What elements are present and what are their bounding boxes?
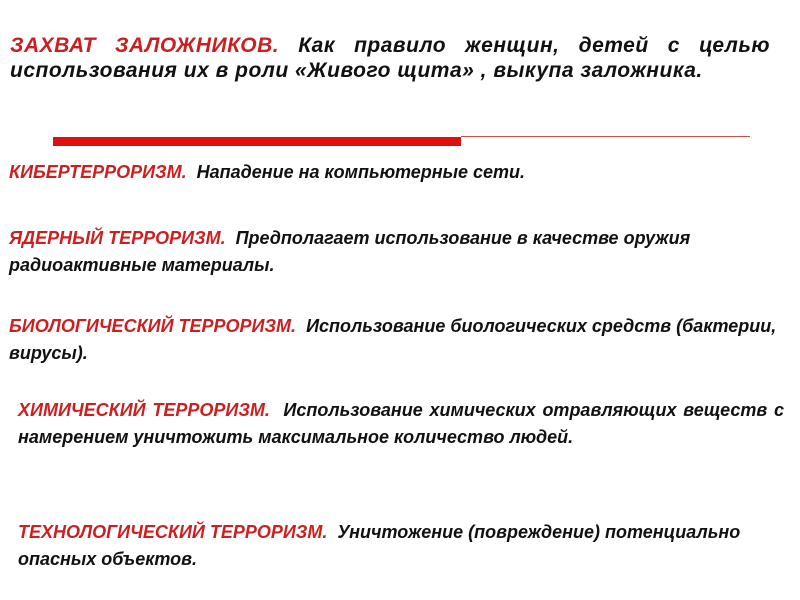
biological-terrorism-paragraph [9,313,782,367]
nuclear-terrorism-term: ЯДЕРНЫЙ ТЕРРОРИЗМ. [9,228,226,248]
cyberterrorism-text: Нападение на компьютерные сети. [186,162,526,182]
hostage-taking-paragraph [10,34,770,84]
cyberterrorism-paragraph [9,161,779,184]
red-divider-thick [53,137,461,146]
cyberterrorism-term: КИБЕРТЕРРОРИЗМ. [9,162,187,182]
technological-terrorism-paragraph [18,519,788,573]
chemical-terrorism-paragraph [18,397,790,451]
biological-terrorism-text: Использование биологических средств (бактерии, вирусы). [9,316,782,363]
chemical-terrorism-text: Использование химических отравляющих веществ с намерением уничтожить максимальное количество людей. [18,400,790,447]
red-divider-thin [461,136,750,137]
nuclear-terrorism-paragraph [9,225,709,279]
technological-terrorism-text: Уничтожение (повреждение) потенциально опасных объектов. [18,522,746,569]
hostage-taking-term: ЗАХВАТ ЗАЛОЖНИКОВ. [10,34,280,57]
nuclear-terrorism-text: Предполагает использование в качестве оружия радиоактивные материалы. [9,228,696,275]
technological-terrorism-term: ТЕХНОЛОГИЧЕСКИЙ ТЕРРОРИЗМ. [18,522,328,542]
chemical-terrorism-term: ХИМИЧЕСКИЙ ТЕРРОРИЗМ. [18,400,270,420]
hostage-taking-text: Как правило женщин, детей с целью использования их в роли «Живого щита» , выкупа заложника. [10,34,770,82]
biological-terrorism-term: БИОЛОГИЧЕСКИЙ ТЕРРОРИЗМ. [9,316,297,336]
